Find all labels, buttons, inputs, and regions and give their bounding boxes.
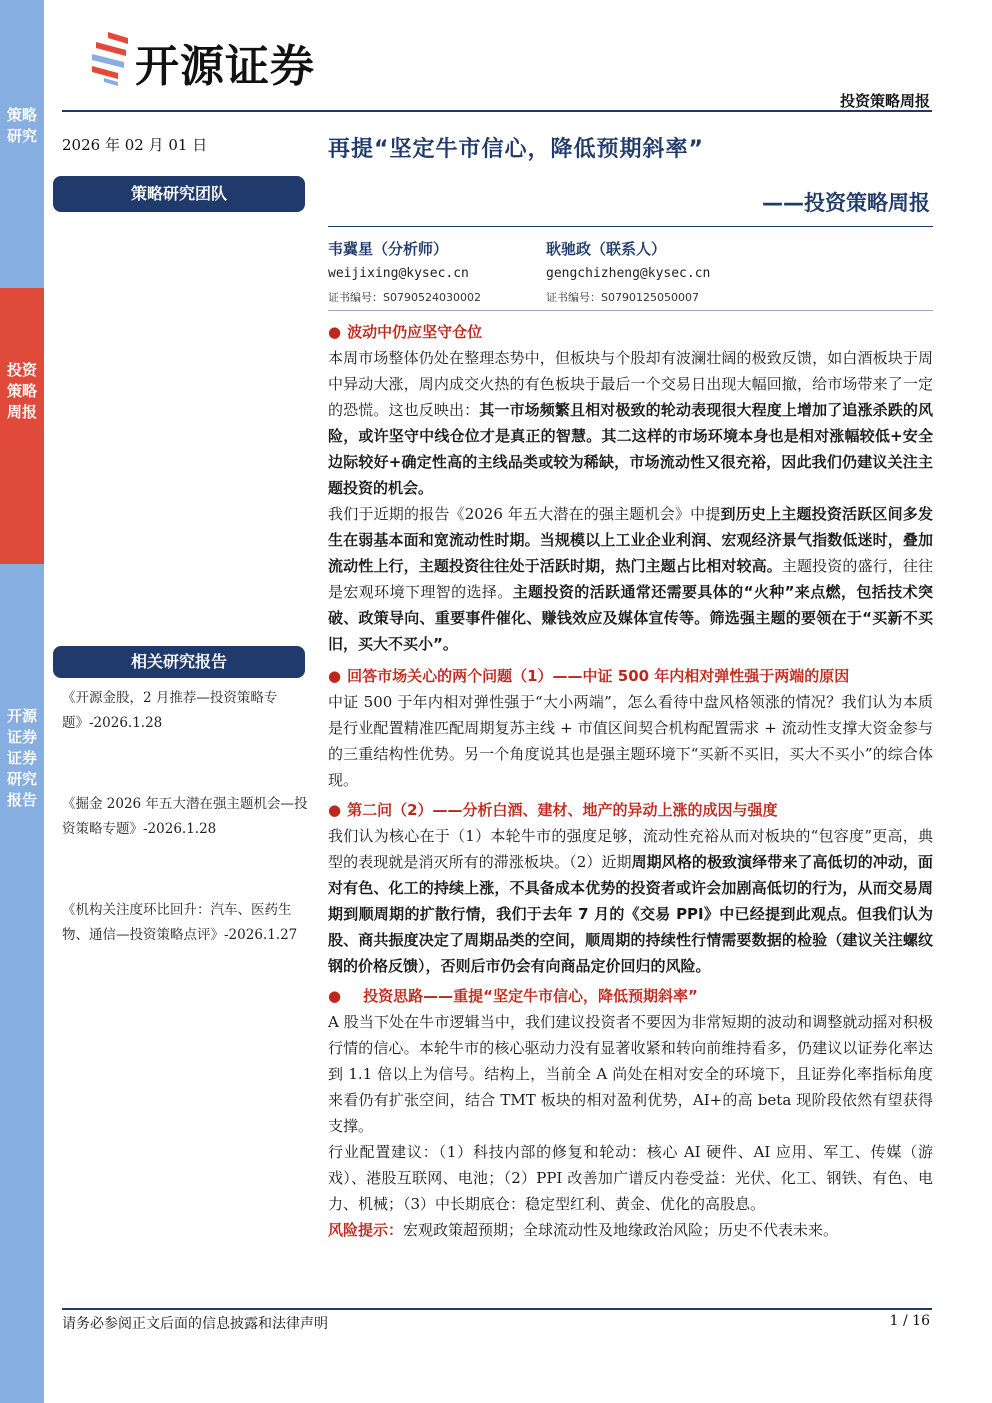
related-label: 相关研究报告 <box>53 646 305 678</box>
author-email-2[interactable]: gengchizheng@kysec.cn <box>546 266 711 281</box>
page-title: 再提“坚定牛市信心，降低预期斜率” <box>328 137 704 162</box>
section-paragraph <box>328 1139 933 1217</box>
bullet-icon: ● <box>328 667 342 685</box>
text-run-bold: 主题投资的活跃通常还需要具体的“火种”来点燃，包括技术突破、政策导向、重要事件催化、赚钱效应及媒体宣传等。筛选强主题的要领在于“买新不买旧，买大不买小”。 <box>328 583 933 653</box>
author-email-1[interactable]: weijixing@kysec.cn <box>328 266 469 281</box>
text-run: 中证 500 于年内相对弹性强于“大小两端”，怎么看待中盘风格领涨的情况？我们认为本质是行业配置精准匹配周期复苏主线 + 市值区间契合机构配置需求 + 流动性支撑大资金参与的三重结构性优势。另一个角度说其也是强主题环境下“买新不买旧，买大不买小”的综合体现。 <box>328 693 933 789</box>
footer-disclaimer: 请务必参阅正文后面的信息披露和法律声明 <box>62 1316 328 1332</box>
sidebar-segment-strategy <box>0 0 44 288</box>
brand-name: 开源证券 <box>135 41 315 92</box>
page-subtitle: ——投资策略周报 <box>762 191 930 215</box>
section-heading-text: 波动中仍应坚守仓位 <box>347 323 483 341</box>
brand-logo-icon <box>88 28 132 86</box>
text-run-bold: 周期风格的极致演绎带来了高低切的冲动，面对有色、化工的持续上涨，不具备成本优势的投资者或许会加剧高低切的行为，从而交易周期到顺周期的扩散行情，我们于去年 7 月的《交易 PPI》中已经提到此观点。但我们认为股、商共振度决定了周期品类的空间，顺周期的持续性行情需要数据的检验（建议关注螺纹钢的价格反馈），否则后市仍会有向商品定价回归的风险。 <box>328 853 933 975</box>
text-run: 本周市场整体仍处在整理态势中，但板块与个股却有波澜壮阔的极致反馈，如白酒板块于周中异动大涨，周内成交火热的有色板块于最后一个交易日出现大幅回撤，给市场带来了一定的恐慌。这也反映出： <box>328 349 933 419</box>
risk-text: 宏观政策超预期；全球流动性及地缘政治风险；历史不代表未来。 <box>403 1221 839 1239</box>
sidebar-text-weekly: 投资策略周报 <box>6 361 37 421</box>
bullet-icon: ● <box>328 987 342 1005</box>
text-run: 主题投资的盛行，往往是宏观环境下理智的选择。 <box>328 557 933 601</box>
section-paragraph <box>328 823 933 979</box>
related-report-1[interactable]: 《开源金股，2 月推荐—投资策略专题》-2026.1.28 <box>62 690 278 731</box>
author-divider <box>328 310 933 311</box>
section-heading-text: 第二问（2）——分析白酒、建材、地产的异动上涨的成因与强度 <box>347 801 778 819</box>
report-date: 2026 年 02 月 01 日 <box>62 136 208 154</box>
author-name-2: 耿驰政（联系人） <box>546 240 667 258</box>
related-report-2[interactable]: 《掘金 2026 年五大潜在强主题机会—投资策略专题》-2026.1.28 <box>62 796 308 837</box>
author-cert-2: 证书编号：S0790125050007 <box>546 291 699 304</box>
section-heading-text: 回答市场关心的两个问题（1）——中证 500 年内相对弹性强于两端的原因 <box>347 667 850 685</box>
text-run: A 股当下处在牛市逻辑当中，我们建议投资者不要因为非常短期的波动和调整就动摇对积极行情的信心。本轮牛市的核心驱动力没有显著收紧和转向前维持看多，仍建议以证券化率达到 1.1 倍以上为信号。结构上，当前全 A 尚处在相对安全的环境下，且证券化率指标角度来看仍有扩张空间，结合 TMT 板块的相对盈利优势，AI+的高 beta 现阶段依然有望获得支撑。 <box>328 1013 933 1135</box>
sidebar-segment-brand <box>0 564 44 1403</box>
report-body <box>328 319 933 1243</box>
text-run: 我们认为核心在于（1）本轮牛市的强度足够，流动性充裕从而对板块的“包容度”更高，典型的表现就是消灭所有的滞涨板块。（2）近期 <box>328 827 933 871</box>
brand-logo <box>88 28 132 86</box>
author-name-1: 韦冀星（分析师） <box>328 240 449 258</box>
sidebar-segment-weekly <box>0 288 44 564</box>
section-heading-4 <box>328 983 933 1009</box>
bullet-icon: ● <box>328 323 342 341</box>
related-report-3[interactable]: 《机构关注度环比回升：汽车、医药生物、通信—投资策略点评》-2026.1.27 <box>62 902 298 943</box>
author-cert-1: 证书编号：S0790524030002 <box>328 291 481 304</box>
sidebar-text-strategy: 策略研究 <box>6 106 37 145</box>
risk-warning <box>328 1217 933 1243</box>
section-paragraph <box>328 501 933 657</box>
risk-label: 风险提示： <box>328 1221 404 1239</box>
section-paragraph <box>328 345 933 501</box>
section-heading-text: 投资思路——重提“坚定牛市信心，降低预期斜率” <box>363 987 698 1005</box>
section-heading-3 <box>328 797 933 823</box>
title-divider <box>328 226 933 227</box>
left-sidebar <box>0 0 44 1403</box>
section-heading-1 <box>328 319 933 345</box>
footer-divider <box>62 1308 932 1310</box>
bullet-icon: ● <box>328 801 342 819</box>
text-run: 我们于近期的报告《2026 年五大潜在的强主题机会》中提 <box>328 505 721 523</box>
text-run-bold: 其一市场频繁且相对极致的轮动表现很大程度上增加了追涨杀跌的风险，或许坚守中线仓位才是真正的智慧。其二这样的市场环境本身也是相对涨幅较低+安全边际较好+确定性高的主线品类或较为稀缺，市场流动性又很充裕，因此我们仍建议关注主题投资的机会。 <box>328 401 933 497</box>
team-label: 策略研究团队 <box>53 176 305 212</box>
report-type-tag: 投资策略周报 <box>839 92 930 110</box>
text-run-bold: 到历史上主题投资活跃区间多发生在弱基本面和宽流动性时期。当规模以上工业企业利润、宏观经济景气指数低迷时，叠加流动性上行，主题投资往往处于活跃时期，热门主题占比相对较高。 <box>328 505 933 575</box>
sidebar-text-brand: 开源证券 证券研究报告 <box>6 707 37 809</box>
text-run: 行业配置建议：（1）科技内部的修复和轮动：核心 AI 硬件、AI 应用、军工、传媒（游戏）、港股互联网、电池；（2）PPI 改善加广谱反内卷受益：光伏、化工、钢铁、有色、电力、机械；（3）中长期底仓：稳定型红利、黄金、优化的高股息。 <box>328 1143 933 1213</box>
section-paragraph <box>328 689 933 793</box>
section-paragraph <box>328 1009 933 1139</box>
page-number: 1 / 16 <box>889 1313 930 1329</box>
header-divider <box>62 110 932 112</box>
section-heading-2 <box>328 663 933 689</box>
